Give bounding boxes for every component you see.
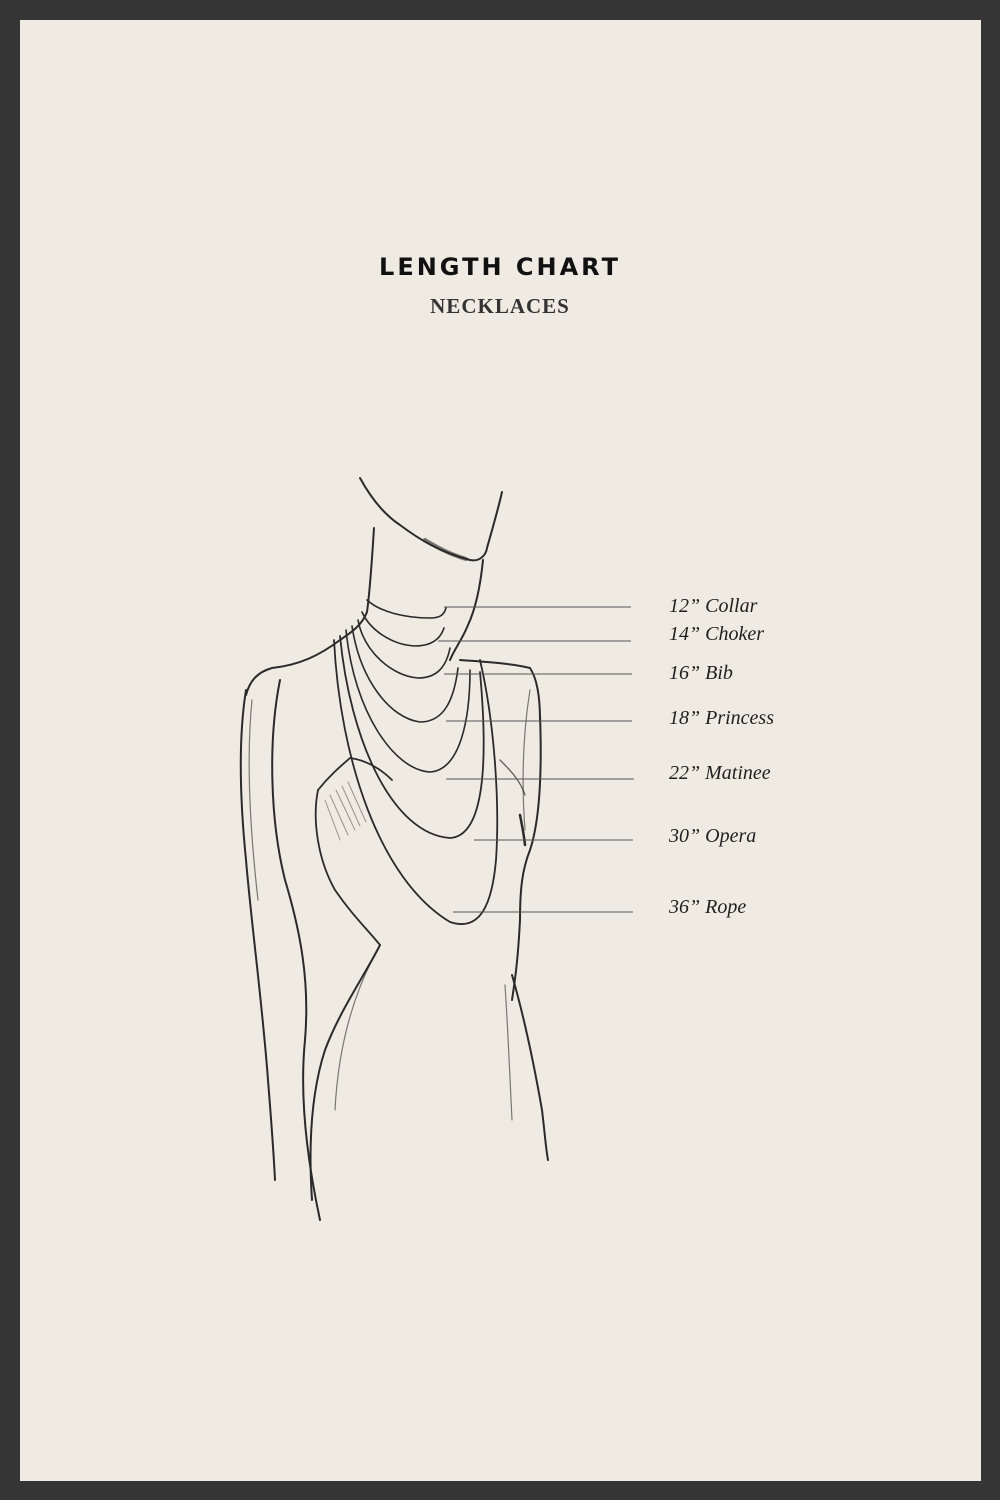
left-shoulder — [246, 640, 340, 695]
necklace-14-choker — [362, 612, 444, 646]
label-opera: 30” Opera — [669, 825, 757, 847]
label-princess: 18” Princess — [669, 707, 774, 729]
label-collar: 12” Collar — [669, 595, 758, 617]
bodice-shading — [325, 782, 366, 840]
label-rope: 36” Rope — [669, 896, 747, 918]
right-shoulder — [460, 660, 540, 720]
neck-right — [450, 560, 483, 660]
label-bib: 16” Bib — [669, 662, 733, 684]
label-matinee: 22” Matinee — [669, 762, 771, 784]
waist-left — [311, 945, 380, 1200]
label-choker: 14” Choker — [669, 623, 764, 645]
pointer-lines — [438, 607, 634, 912]
chart-subtitle: NECKLACES — [430, 294, 570, 318]
waist-left-b — [335, 960, 372, 1110]
chin-outline — [360, 478, 502, 560]
right-chest — [500, 760, 525, 795]
left-arm-outer2 — [249, 700, 258, 900]
bodice-left-side — [316, 790, 380, 945]
necklace-16-bib — [358, 620, 450, 678]
necklace-12-collar — [367, 600, 446, 618]
necklace-36-rope — [334, 640, 497, 924]
jaw-shading — [425, 540, 466, 559]
necklace-22-matinee — [346, 630, 470, 772]
left-arm-inner — [272, 680, 320, 1220]
right-side-body-b — [505, 985, 512, 1120]
chart-title: LENGTH CHART — [379, 253, 621, 281]
necklace-18-princess — [352, 626, 458, 722]
right-arm-b — [523, 690, 530, 830]
right-side-body — [512, 975, 548, 1160]
right-arm — [512, 715, 541, 1000]
left-arm-outer — [241, 690, 275, 1180]
